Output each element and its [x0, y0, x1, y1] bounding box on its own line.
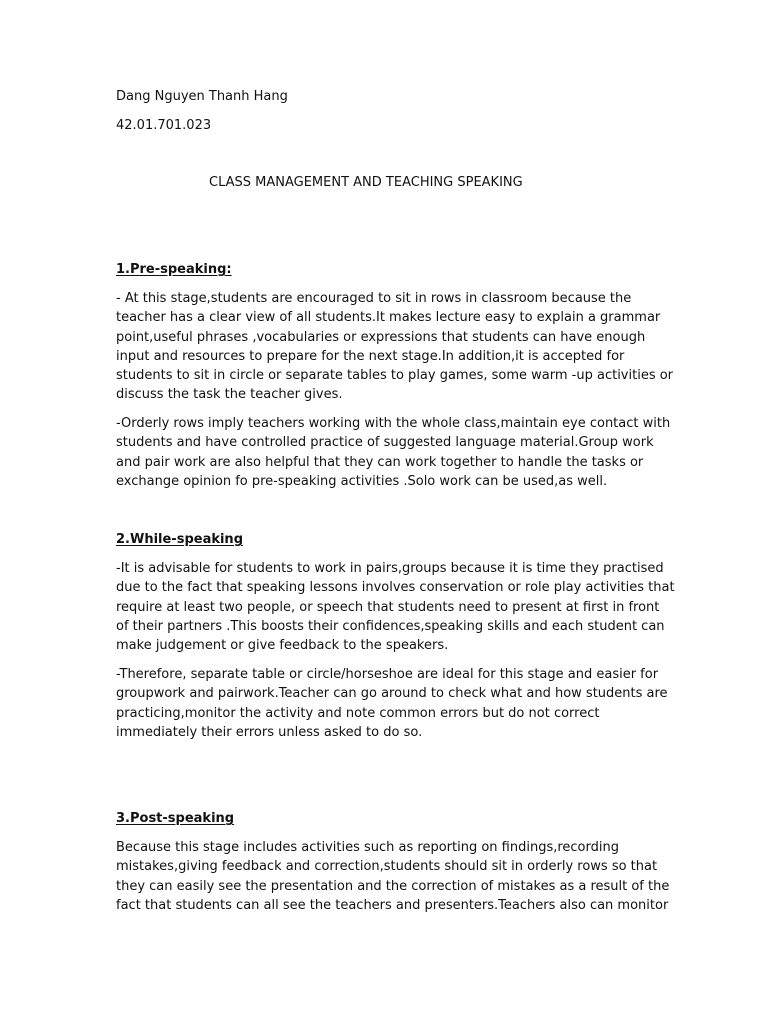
text-line: students to sit in circle or separate tables to play games, some warm -up activities or [116, 368, 674, 384]
text-line: Because this stage includes activities such as reporting on findings,recording [116, 840, 619, 855]
student-id: 42.01.701.023 [116, 118, 212, 133]
author-name: Dang Nguyen Thanh Hang [116, 89, 288, 104]
paragraph-post-speaking-1 [116, 838, 669, 915]
text-line: groupwork and pairwork.Teacher can go around to check what and how students are [116, 686, 668, 702]
text-line: they can easily see the presentation and the correction of mistakes as a result of the [116, 878, 670, 894]
text-line: input and resources to prepare for the next stage.In addition,it is accepted for [116, 348, 625, 364]
text-line: due to the fact that speaking lessons involves conservation or role play activities that [116, 580, 675, 596]
text-line: practicing,monitor the activity and note common errors but do not correct [116, 705, 600, 721]
text-line: - At this stage,students are encouraged to sit in rows in classroom because the [116, 291, 632, 306]
text-line: students and have controlled practice of suggested language material.Group work [116, 435, 654, 451]
paragraph-while-speaking-2 [116, 665, 668, 742]
text-line: -Orderly rows imply teachers working with the whole class,maintain eye contact with [116, 416, 671, 431]
text-line: make judgement or give feedback to the speakers. [116, 638, 449, 654]
paragraph-pre-speaking-1 [116, 289, 673, 405]
paragraph-pre-speaking-2 [116, 414, 670, 491]
section-heading-post-speaking: 3.Post-speaking [116, 811, 235, 826]
text-line: immediately their errors unless asked to do so. [116, 724, 423, 740]
text-line: teacher has a clear view of all students.It makes lecture easy to explain a grammar [116, 310, 661, 326]
section-heading-pre-speaking: 1.Pre-speaking: [116, 262, 232, 277]
paragraph-while-speaking-1 [116, 559, 675, 655]
document-title: CLASS MANAGEMENT AND TEACHING SPEAKING [209, 175, 523, 190]
text-line: of their partners .This boosts their confidences,speaking skills and each student can [116, 618, 665, 634]
text-line: discuss the task the teacher gives. [116, 387, 343, 403]
text-line: and pair work are also helpful that they can work together to handle the tasks or [116, 454, 644, 470]
text-line: fact that students can all see the teachers and presenters.Teachers also can monitor [116, 897, 669, 913]
text-line: exchange opinion fo pre-speaking activities .Solo work can be used,as well. [116, 473, 608, 489]
text-line: point,useful phrases ,vocabularies or expressions that students can have enough [116, 329, 646, 345]
text-line: require at least two people, or speech that students need to present at first in front [116, 599, 660, 615]
section-heading-while-speaking: 2.While-speaking [116, 532, 243, 547]
text-line: -Therefore, separate table or circle/horseshoe are ideal for this stage and easier for [116, 667, 659, 682]
text-line: mistakes,giving feedback and correction,students should sit in orderly rows so that [116, 859, 658, 875]
text-line: -It is advisable for students to work in pairs,groups because it is time they practised [116, 561, 664, 576]
